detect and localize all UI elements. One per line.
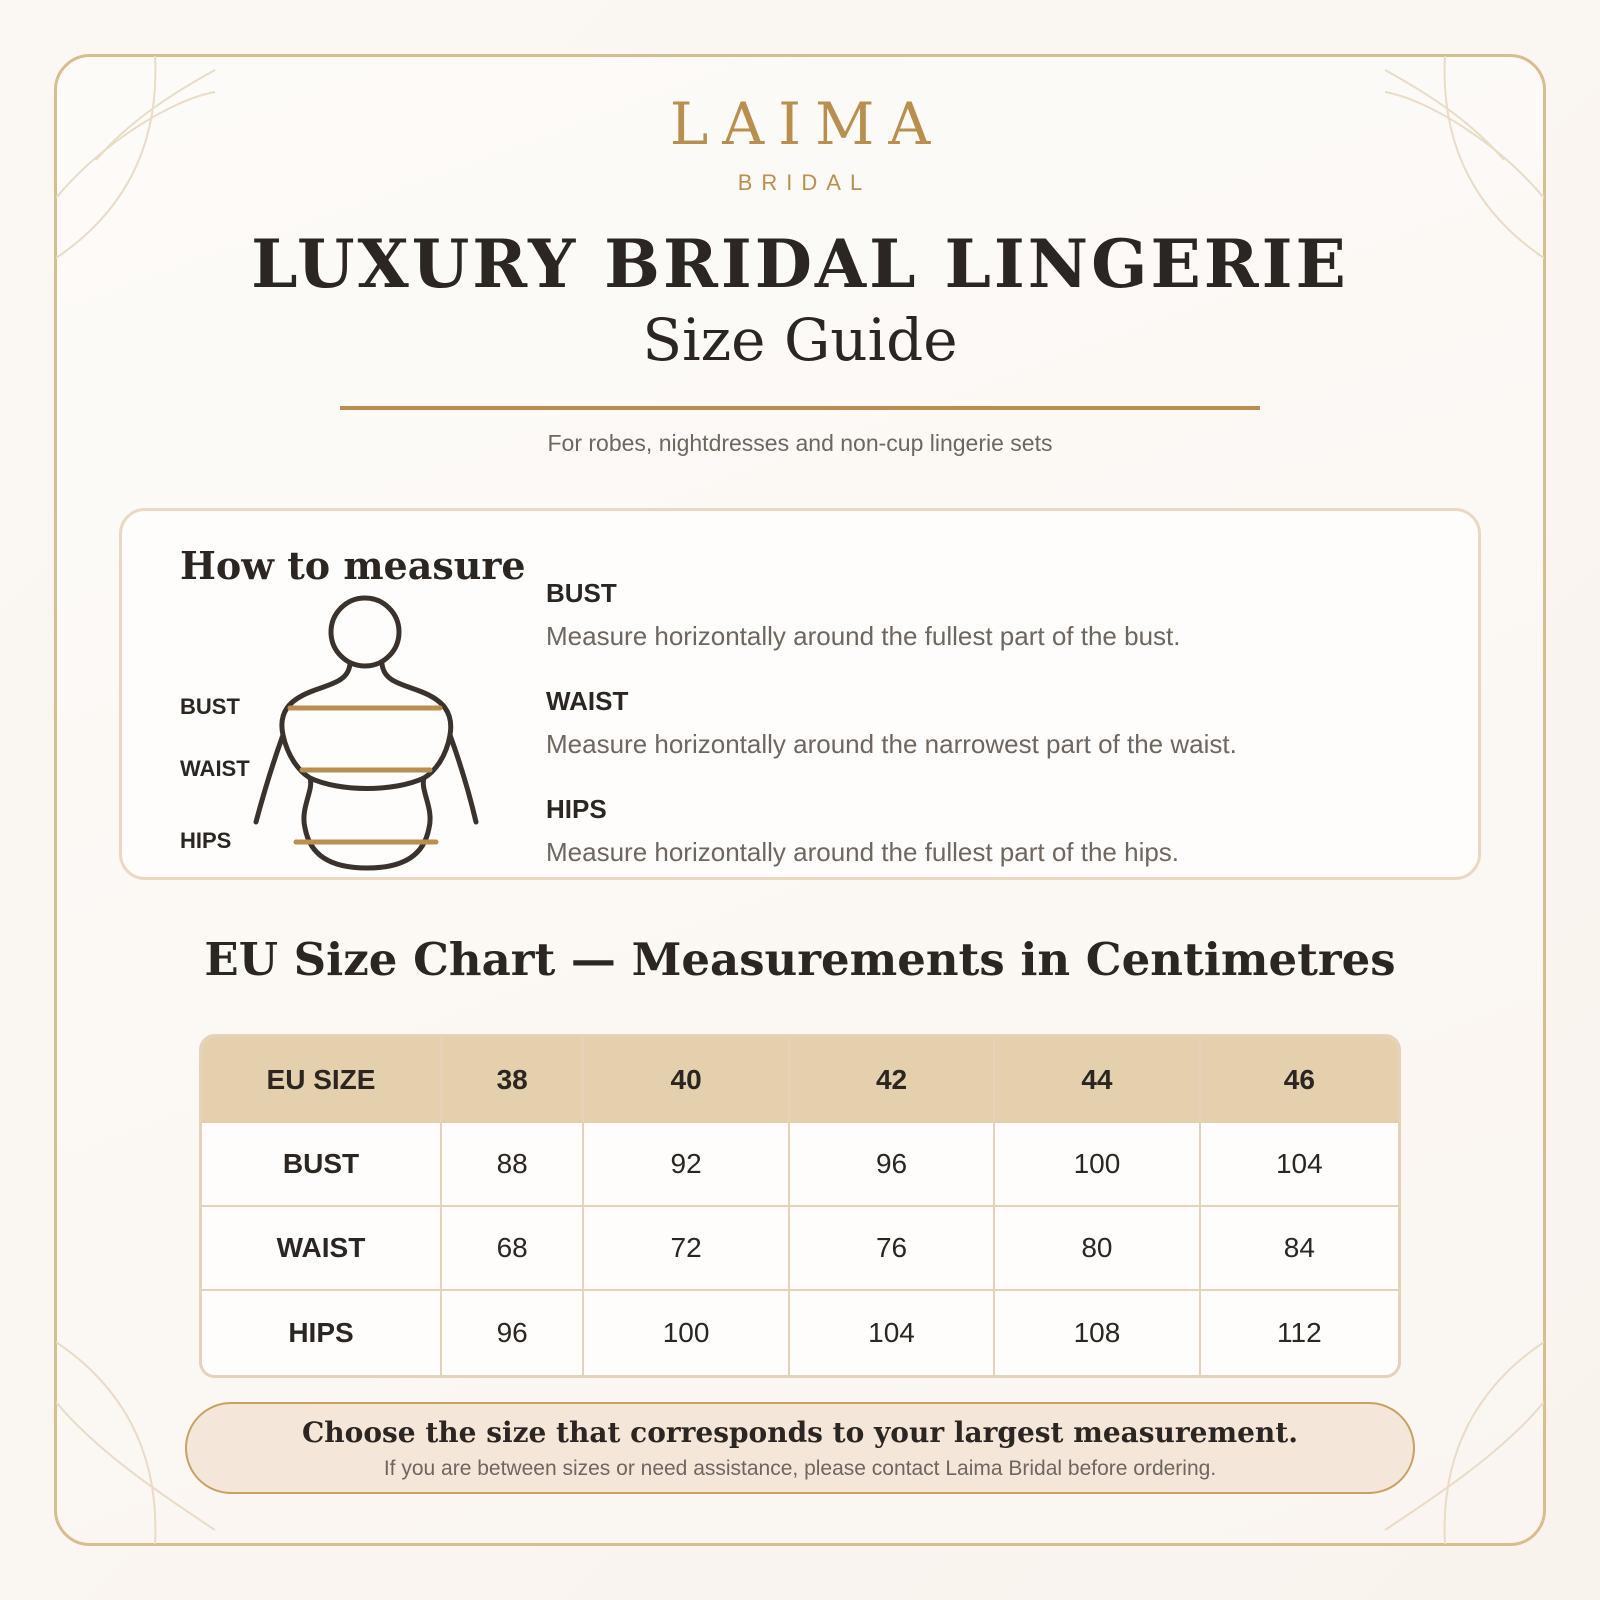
size-chart-title: EU Size Chart — Measurements in Centimetres: [204, 933, 1396, 986]
sizing-note: [185, 1402, 1415, 1494]
table-header-cell: 42: [790, 1037, 995, 1123]
page-title: LUXURY BRIDAL LINGERIE: [251, 225, 1349, 303]
size-chart-table: [199, 1034, 1401, 1378]
table-header-cell: 38: [442, 1037, 584, 1123]
measure-item-waist-desc: Measure horizontally around the narrowest part of the waist.: [546, 729, 1237, 759]
table-header-cell: 44: [995, 1037, 1200, 1123]
measure-item-hips-label: HIPS: [546, 794, 607, 824]
sizing-note-main: Choose the size that corresponds to your largest measurement.: [302, 1416, 1298, 1449]
table-header-row: [202, 1037, 1398, 1123]
table-header-cell: EU SIZE: [202, 1037, 442, 1123]
table-cell: 72: [584, 1207, 789, 1291]
figure-label-bust: BUST: [180, 694, 240, 719]
table-cell: 68: [442, 1207, 584, 1291]
table-row: [202, 1291, 1398, 1375]
table-cell: 104: [1201, 1123, 1398, 1207]
row-label: BUST: [202, 1123, 442, 1207]
table-header-cell: 46: [1201, 1037, 1398, 1123]
measure-item-waist: [546, 686, 1237, 760]
table-row: [202, 1123, 1398, 1207]
figure-label-waist: WAIST: [180, 756, 250, 781]
row-label: HIPS: [202, 1291, 442, 1375]
table-header-cell: 40: [584, 1037, 789, 1123]
table-cell: 108: [995, 1291, 1200, 1375]
table-cell: 84: [1201, 1207, 1398, 1291]
measure-item-bust: [546, 578, 1180, 652]
title-divider: [340, 406, 1260, 410]
brand-logo: LAIMA: [669, 90, 945, 158]
table-cell: 76: [790, 1207, 995, 1291]
table-cell: 112: [1277, 1317, 1322, 1348]
sizing-note-sub: If you are between sizes or need assistance, please contact Laima Bridal before ordering.: [383, 1457, 1217, 1480]
row-label: WAIST: [202, 1207, 442, 1291]
table-cell: 92: [584, 1123, 789, 1207]
table-cell: 100: [584, 1291, 789, 1375]
how-to-measure-title: How to measure: [180, 543, 526, 588]
measure-item-waist-label: WAIST: [546, 686, 629, 716]
table-cell: 88: [442, 1123, 584, 1207]
brand-subtitle: BRIDAL: [737, 170, 872, 195]
table-cell: 104: [790, 1291, 995, 1375]
table-row: [202, 1207, 1398, 1291]
page-subtitle: Size Guide: [642, 306, 958, 374]
table-cell: 96: [790, 1123, 995, 1207]
figure-label-hips: HIPS: [180, 828, 232, 853]
tagline: For robes, nightdresses and non-cup lingerie sets: [547, 430, 1053, 456]
measure-item-hips-desc: Measure horizontally around the fullest part of the hips.: [546, 837, 1180, 867]
table-cell: 96: [442, 1291, 584, 1375]
body-figure-illustration: [240, 590, 490, 880]
measure-item-bust-desc: Measure horizontally around the fullest part of the bust.: [546, 621, 1181, 651]
measure-item-hips: [546, 794, 1179, 868]
measure-item-bust-label: BUST: [546, 578, 617, 608]
table-cell: 100: [995, 1123, 1200, 1207]
table-cell: 80: [995, 1207, 1200, 1291]
